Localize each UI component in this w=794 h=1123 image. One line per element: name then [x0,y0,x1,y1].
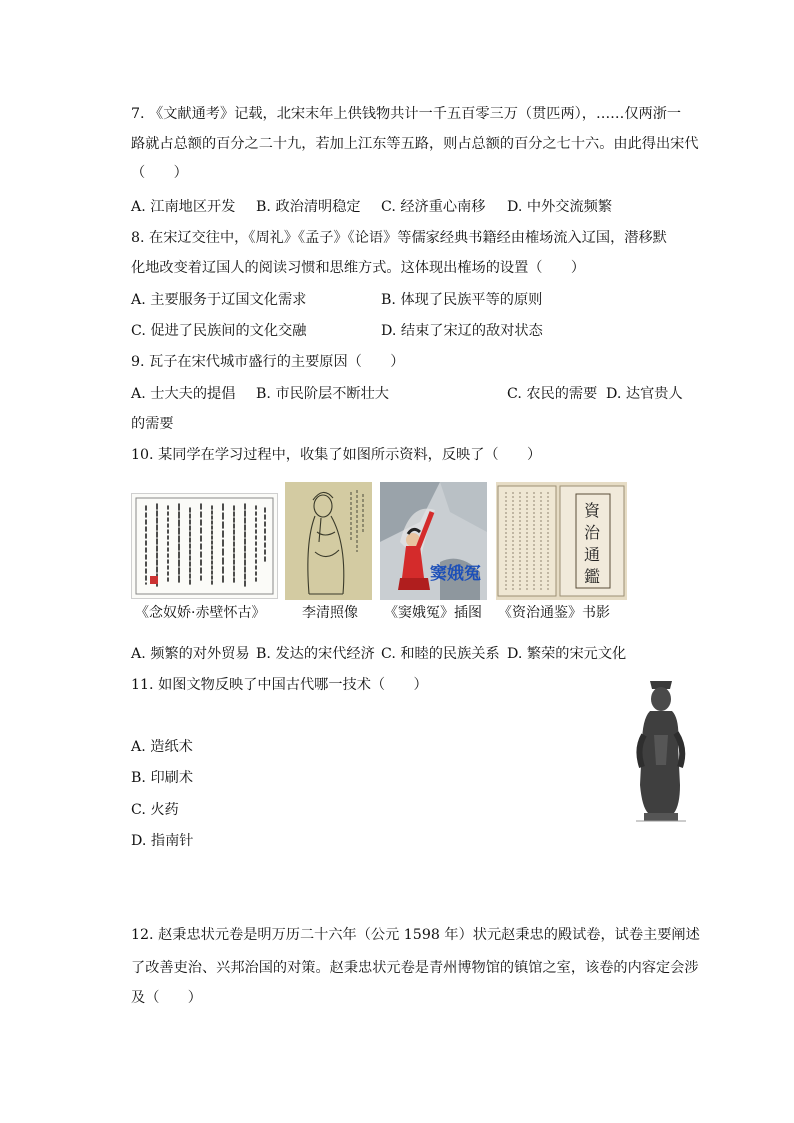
q7-stem-line-3: （ ） [131,165,188,181]
portrait-drawing [285,482,372,600]
q10-option-d[interactable]: D. 繁荣的宋元文化 [507,646,627,662]
q7-option-b[interactable]: B. 政治清明稳定 [256,199,361,215]
q10-stem: 10. 某同学在学习过程中，收集了如图所示资料，反映了（ ） [131,447,542,463]
zizhi-tongjian-book-image [496,482,627,600]
q12-stem-line-1: 12. 赵秉忠状元卷是明万历二十六年（公元 1598 年）状元赵秉忠的殿试卷，试卷主要阐述 [131,927,700,943]
q12-stem-line-3: 及（ ） [131,990,202,1006]
q11-option-b[interactable]: B. 印刷术 [131,770,194,786]
q10-option-a[interactable]: A. 频繁的对外贸易 [131,646,250,662]
q7-option-d[interactable]: D. 中外交流频繁 [507,199,613,215]
book-drawing [496,482,627,600]
q8-option-b[interactable]: B. 体现了民族平等的原则 [381,292,543,308]
q9-option-d[interactable]: D. 达官贵人 [606,386,683,402]
q8-option-c[interactable]: C. 促进了民族间的文化交融 [131,323,307,339]
q8-option-d[interactable]: D. 结束了宋辽的敌对状态 [381,323,543,339]
q12-stem-line-2: 了改善吏治、兴邦治国的对策。赵秉忠状元卷是青州博物馆的镇馆之室，该卷的内容定会涉 [131,960,699,976]
book-title-char-4: 鑑 [584,567,601,586]
calligraphy-image [131,493,278,599]
q10-option-c[interactable]: C. 和睦的民族关系 [381,646,500,662]
figurine-drawing [628,675,694,825]
caption-illustration: 《窦娥冤》插图 [384,605,482,621]
q7-stem-line-2: 路就占总额的百分之二十九，若加上江东等五路，则占总额的百分之七十六。由此得出宋代 [131,136,699,152]
dou-e-yuan-illustration-image [380,482,487,600]
q11-stem: 11. 如图文物反映了中国古代哪一技术（ ） [131,677,428,693]
caption-portrait: 李清照像 [302,605,358,621]
q9-option-a[interactable]: A. 士大夫的提倡 [131,386,236,402]
q8-option-a[interactable]: A. 主要服务于辽国文化需求 [131,292,307,308]
illustration-drawing [380,482,487,600]
li-qingzhao-portrait-image [285,482,372,600]
q8-stem-line-1: 8. 在宋辽交往中，《周礼》《孟子》《论语》等儒家经典书籍经由榷场流入辽国，潜移默 [131,230,667,246]
q11-option-a[interactable]: A. 造纸术 [131,739,193,755]
q9-stem: 9. 瓦子在宋代城市盛行的主要原因（ ） [131,354,405,370]
q9-option-b[interactable]: B. 市民阶层不断壮大 [256,386,389,402]
opera-title-text: 窦娥冤 [430,564,481,584]
figurine-artifact-image [628,675,694,825]
q7-option-c[interactable]: C. 经济重心南移 [381,199,486,215]
q10-option-b[interactable]: B. 发达的宋代经济 [256,646,375,662]
caption-book: 《资治通鉴》书影 [498,605,610,621]
q11-option-d[interactable]: D. 指南针 [131,833,194,849]
q11-option-c[interactable]: C. 火药 [131,802,179,818]
q9-option-d-wrap: 的需要 [131,416,174,432]
caption-calligraphy: 《念奴娇·赤壁怀古》 [135,605,266,621]
q7-option-a[interactable]: A. 江南地区开发 [131,199,236,215]
q8-stem-line-2: 化地改变着辽国人的阅读习惯和思维方式。这体现出榷场的设置（ ） [131,260,586,276]
q9-option-c[interactable]: C. 农民的需要 [507,386,598,402]
book-title-char-3: 通 [584,545,601,564]
calligraphy-strokes [132,494,277,598]
book-title-char-2: 治 [584,523,601,542]
book-title-char-1: 資 [584,501,601,520]
q7-stem-line-1: 7. 《文献通考》记载，北宋末年上供钱物共计一千五百零三万（贯匹两），……仅两浙一 [131,106,682,122]
